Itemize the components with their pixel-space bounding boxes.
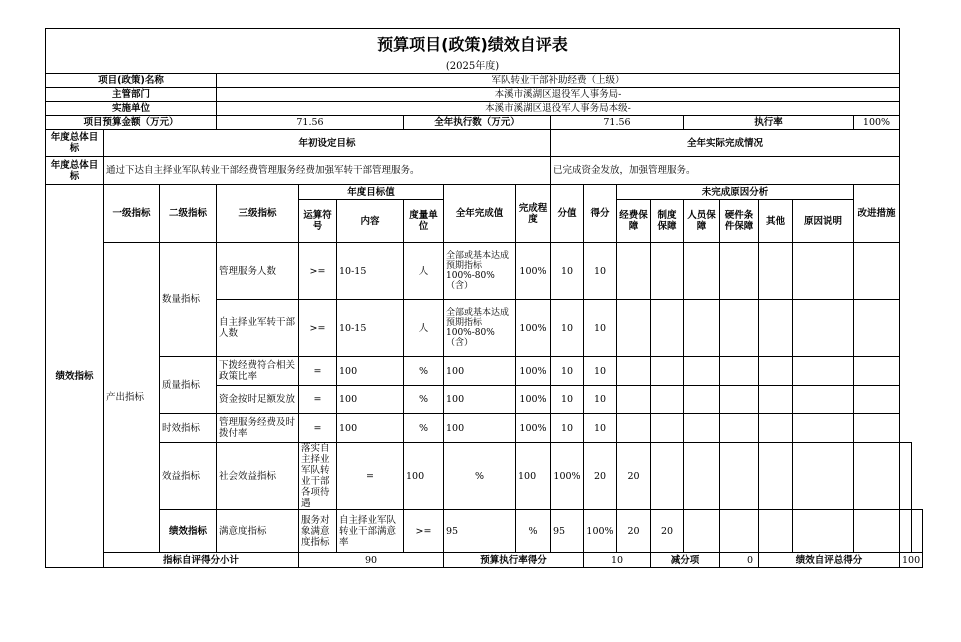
indicator-name: 下拨经费符合相关政策比率 bbox=[217, 357, 299, 386]
indicator-annual: 100 bbox=[444, 357, 516, 386]
unit-header: 度量单位 bbox=[404, 200, 444, 243]
indicator-completion: 100% bbox=[516, 243, 551, 300]
annual-value-header: 全年完成值 bbox=[444, 185, 516, 243]
reason-hardware-header: 硬件条件保障 bbox=[720, 200, 759, 243]
indicator-got: 20 bbox=[617, 443, 651, 510]
indicator-content: 100 bbox=[404, 443, 444, 510]
indicator-completion: 100% bbox=[516, 414, 551, 443]
indicator-operator: = bbox=[299, 386, 337, 414]
indicator-got: 20 bbox=[651, 510, 684, 553]
budget-label: 项目预算金额（万元） bbox=[46, 116, 217, 130]
indicator-unit: % bbox=[404, 357, 444, 386]
indicator-content: 100 bbox=[337, 386, 404, 414]
dept-label: 主管部门 bbox=[46, 88, 217, 102]
indicator-completion: 100% bbox=[584, 510, 617, 553]
year-target-header: 年度目标值 bbox=[299, 185, 444, 200]
indicator-annual: 全部或基本达成预期指标100%-80%（含） bbox=[444, 243, 516, 300]
quality-indicator: 质量指标 bbox=[160, 357, 217, 414]
indicator-got: 10 bbox=[584, 414, 617, 443]
rate-label: 执行率 bbox=[684, 116, 854, 130]
indicator-name: 资金按时足额发放 bbox=[217, 386, 299, 414]
reason-staff-header: 人员保障 bbox=[684, 200, 720, 243]
total-score-label: 绩效自评总得分 bbox=[759, 553, 900, 568]
goal-label: 年度总体目标 bbox=[46, 157, 104, 185]
indicator-unit: % bbox=[404, 386, 444, 414]
dept-value: 本溪市溪湖区退役军人事务局- bbox=[217, 88, 900, 102]
indicator-content: 10-15 bbox=[337, 300, 404, 357]
timeliness-indicator: 时效指标 bbox=[160, 414, 217, 443]
budget-score-value: 10 bbox=[584, 553, 651, 568]
indicator-score: 20 bbox=[617, 510, 651, 553]
indicator-name: 管理服务经费及时拨付率 bbox=[217, 414, 299, 443]
subtotal-value: 90 bbox=[299, 553, 444, 568]
indicator-annual: 100 bbox=[444, 386, 516, 414]
project-name-label: 项目(政策)名称 bbox=[46, 74, 217, 88]
impl-unit-value: 本溪市溪湖区退役军人事务局本级- bbox=[217, 102, 900, 116]
budget-score-label: 预算执行率得分 bbox=[444, 553, 584, 568]
actual-goal-text: 已完成资金发放，加强管理服务。 bbox=[551, 157, 900, 185]
reason-analysis-header: 未完成原因分析 bbox=[617, 185, 854, 200]
impl-unit-label: 实施单位 bbox=[46, 102, 217, 116]
indicator-completion: 100% bbox=[516, 357, 551, 386]
indicator-got: 10 bbox=[584, 357, 617, 386]
indicator-annual: 全部或基本达成预期指标100%-80%（含） bbox=[444, 300, 516, 357]
indicator-unit: 人 bbox=[404, 300, 444, 357]
indicator-got: 10 bbox=[584, 300, 617, 357]
indicator-annual: 95 bbox=[551, 510, 584, 553]
actual-goal-header: 全年实际完成情况 bbox=[551, 130, 900, 157]
indicator-operator: >= bbox=[404, 510, 444, 553]
indicator-score: 10 bbox=[551, 357, 584, 386]
indicator-completion: 100% bbox=[516, 386, 551, 414]
budget-value: 71.56 bbox=[217, 116, 404, 130]
indicator-content: 100 bbox=[337, 357, 404, 386]
content-header: 内容 bbox=[337, 200, 404, 243]
level3-header: 三级指标 bbox=[217, 185, 299, 243]
perf-indicator-label: 绩效指标 bbox=[46, 185, 104, 568]
deduct-value: 0 bbox=[720, 553, 759, 568]
indicator-score: 10 bbox=[551, 386, 584, 414]
level2-header: 二级指标 bbox=[160, 185, 217, 243]
indicator-score: 10 bbox=[551, 300, 584, 357]
indicator-operator: = bbox=[299, 357, 337, 386]
indicator-operator: = bbox=[299, 414, 337, 443]
indicator-content: 95 bbox=[444, 510, 516, 553]
indicator-score: 20 bbox=[584, 443, 617, 510]
service-satisfaction-indicator: 服务对象满意度指标 bbox=[299, 510, 337, 553]
reason-note-header: 原因说明 bbox=[793, 200, 854, 243]
benefit-indicator: 效益指标 bbox=[160, 443, 217, 510]
quantity-indicator: 数量指标 bbox=[160, 243, 217, 357]
indicator-unit: % bbox=[516, 510, 551, 553]
satisfaction-indicator: 满意度指标 bbox=[217, 510, 299, 553]
completion-header: 完成程度 bbox=[516, 185, 551, 243]
goal-label: 年度总体目标 bbox=[46, 130, 104, 157]
indicator-unit: 人 bbox=[404, 243, 444, 300]
indicator-annual: 100 bbox=[444, 414, 516, 443]
indicator-score: 10 bbox=[551, 243, 584, 300]
exec-label: 全年执行数（万元） bbox=[404, 116, 551, 130]
got-score-header: 得分 bbox=[584, 185, 617, 243]
evaluation-table bbox=[45, 28, 923, 568]
reason-funding-header: 经费保障 bbox=[617, 200, 651, 243]
total-score-value: 100 bbox=[900, 553, 923, 568]
indicator-operator: = bbox=[337, 443, 404, 510]
reason-other-header: 其他 bbox=[759, 200, 793, 243]
indicator-content: 100 bbox=[337, 414, 404, 443]
planned-goal-header: 年初设定目标 bbox=[104, 130, 551, 157]
operator-header: 运算符号 bbox=[299, 200, 337, 243]
indicator-score: 10 bbox=[551, 414, 584, 443]
output-indicator: 产出指标 bbox=[104, 243, 160, 553]
social-benefit-indicator: 社会效益指标 bbox=[217, 443, 299, 510]
indicator-completion: 100% bbox=[551, 443, 584, 510]
planned-goal-text: 通过下达自主择业军队转业干部经费管理服务经费加强军转干部管理服务。 bbox=[104, 157, 551, 185]
indicator-name: 落实自主择业军队转业干部各项待遇 bbox=[299, 443, 337, 510]
rate-value: 100% bbox=[854, 116, 900, 130]
perf-indicator-label: 绩效指标 bbox=[160, 510, 217, 553]
indicator-unit: % bbox=[404, 414, 444, 443]
indicator-unit: % bbox=[444, 443, 516, 510]
indicator-operator: >= bbox=[299, 243, 337, 300]
sheet-year: (2025年度) bbox=[46, 60, 900, 74]
indicator-annual: 100 bbox=[516, 443, 551, 510]
performance-self-evaluation-sheet bbox=[45, 28, 923, 568]
indicator-name: 自主择业军转干部人数 bbox=[217, 300, 299, 357]
subtotal-label: 指标自评得分小计 bbox=[104, 553, 299, 568]
indicator-got: 10 bbox=[584, 243, 617, 300]
indicator-content: 10-15 bbox=[337, 243, 404, 300]
project-name-value: 军队转业干部补助经费（上级） bbox=[217, 74, 900, 88]
sheet-title: 预算项目(政策)绩效自评表 bbox=[46, 29, 900, 60]
improvement-header: 改进措施 bbox=[854, 185, 900, 243]
exec-value: 71.56 bbox=[551, 116, 684, 130]
deduct-label: 减分项 bbox=[651, 553, 720, 568]
level1-header: 一级指标 bbox=[104, 185, 160, 243]
indicator-operator: >= bbox=[299, 300, 337, 357]
indicator-got: 10 bbox=[584, 386, 617, 414]
score-header: 分值 bbox=[551, 185, 584, 243]
indicator-completion: 100% bbox=[516, 300, 551, 357]
reason-system-header: 制度保障 bbox=[651, 200, 684, 243]
indicator-name: 管理服务人数 bbox=[217, 243, 299, 300]
indicator-name: 自主择业军队转业干部满意率 bbox=[337, 510, 404, 553]
